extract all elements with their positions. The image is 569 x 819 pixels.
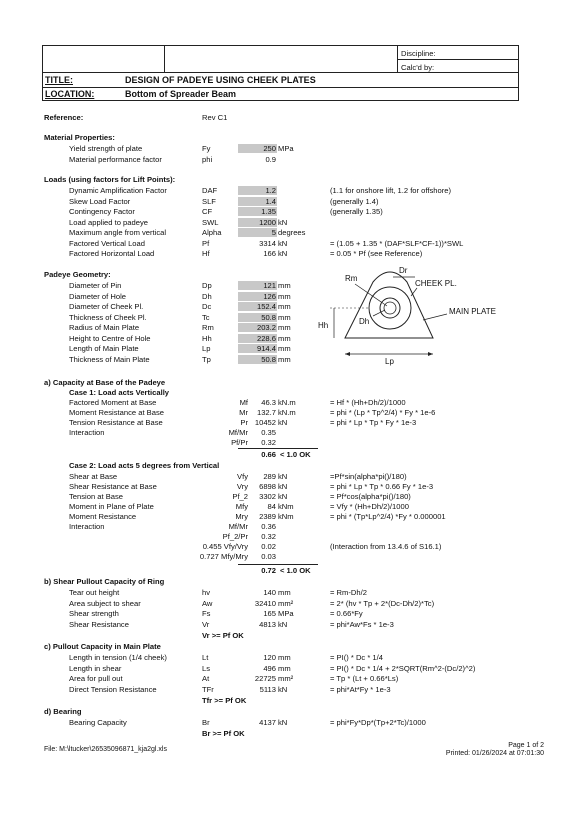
- row-label: Material performance factor: [69, 154, 162, 164]
- row-symbol: hv: [202, 588, 211, 597]
- row-value: 2389: [259, 512, 276, 521]
- row-symbol: Hh: [202, 333, 212, 343]
- section-c-heading: c) Pullout Capacity in Main Plate: [44, 642, 161, 651]
- row-value: 0.9: [265, 154, 276, 164]
- row-value: 166: [263, 249, 276, 258]
- row-unit: mm: [278, 302, 291, 311]
- row-label: Length of Main Plate: [69, 344, 139, 353]
- row-note: = phi * (Lp * Tp^2/4) * Fy * 1e-6: [330, 408, 436, 417]
- row-symbol: 0.455 Vfy/Vry: [202, 542, 248, 551]
- lp-label: Lp: [385, 357, 394, 366]
- row-value: 132.7: [256, 408, 276, 417]
- calcd-label: Calc'd by:: [401, 63, 435, 72]
- reference-label: Reference:: [44, 113, 84, 122]
- row-unit: kN: [278, 238, 288, 248]
- row-unit: kN: [278, 492, 288, 501]
- padeye-diagram: [315, 262, 505, 366]
- case2-check: < 1.0 OK: [280, 566, 311, 575]
- row-value: 50.8: [261, 312, 276, 322]
- dh-label: Dh: [359, 317, 370, 326]
- row-value: 0.03: [261, 552, 276, 561]
- row-note: = Rm-Dh/2: [330, 588, 367, 597]
- row-symbol: Pf/Pr: [231, 438, 248, 447]
- row-value: 32410: [254, 598, 276, 608]
- row-label: Shear strength: [69, 609, 119, 618]
- row-unit: mm²: [278, 674, 294, 683]
- row-unit: kN: [278, 482, 288, 491]
- row-value: 0.32: [261, 438, 276, 447]
- row-label: Length in tension (1/4 cheek): [69, 653, 167, 662]
- discipline-label: Discipline:: [401, 49, 436, 58]
- row-symbol: Hf: [202, 249, 210, 258]
- section-d-check: Br >= Pf OK: [202, 729, 245, 738]
- row-note: (generally 1.35): [330, 207, 383, 216]
- row-symbol: Pf_2: [232, 492, 248, 501]
- row-label: Contingency Factor: [69, 207, 135, 216]
- row-note: = PI() * Dc * 1/4 + 2*SQRT(Rm^2-(Dc/2)^2): [330, 663, 476, 673]
- row-value: 50.8: [261, 354, 276, 364]
- row-label: Radius of Main Plate: [69, 323, 140, 332]
- row-symbol: Dh: [202, 291, 212, 301]
- row-unit: kNm: [278, 512, 294, 521]
- rm-dimension-line: [355, 284, 387, 306]
- case1-total: 0.66: [261, 450, 276, 459]
- row-note: = phi*Aw*Fs * 1e-3: [330, 619, 394, 629]
- row-unit: mm: [278, 323, 291, 332]
- row-label: Moment in Plane of Plate: [69, 502, 154, 511]
- row-label: Diameter of Pin: [69, 281, 122, 290]
- row-label: Maximum angle from vertical: [69, 228, 167, 237]
- pin-circle: [384, 302, 396, 314]
- header-divider: [43, 72, 519, 73]
- row-label: Length in shear: [69, 663, 122, 673]
- row-unit: mm²: [278, 598, 294, 608]
- row-label: Factored Vertical Load: [69, 238, 145, 248]
- dr-label: Dr: [399, 266, 408, 275]
- row-label: Shear at Base: [69, 472, 118, 481]
- row-label: Thickness of Main Plate: [69, 354, 150, 364]
- row-value: 1200: [259, 217, 276, 227]
- row-value: 203.2: [256, 323, 276, 332]
- row-symbol: Br: [202, 718, 210, 727]
- section-d-heading: d) Bearing: [44, 707, 82, 716]
- row-unit: mm: [278, 663, 291, 673]
- row-symbol: 0.727 Mfy/Mry: [199, 552, 248, 561]
- header-divider: [164, 46, 165, 72]
- row-label: Area for pull out: [69, 674, 123, 683]
- row-value: 496: [263, 663, 276, 673]
- row-value: 46.3: [261, 398, 276, 407]
- row-symbol: Mry: [235, 512, 248, 521]
- row-label: Factored Horizontal Load: [69, 249, 155, 258]
- row-note: =Pf*sin(alpha*pi()/180): [330, 472, 407, 481]
- row-unit: kN: [278, 718, 288, 727]
- row-value: 22725: [254, 674, 276, 683]
- row-value: 6898: [259, 482, 276, 491]
- row-label: Interaction: [69, 428, 105, 437]
- row-value: 4137: [259, 718, 276, 727]
- row-label: Tension at Base: [69, 492, 124, 501]
- title-value: DESIGN OF PADEYE USING CHEEK PLATES: [125, 75, 316, 85]
- row-unit: degrees: [278, 228, 306, 237]
- case1-heading: Case 1: Load acts Vertically: [69, 388, 170, 397]
- row-symbol: Alpha: [202, 228, 222, 237]
- row-unit: mm: [278, 291, 291, 301]
- row-unit: kN: [278, 217, 288, 227]
- row-label: Height to Centre of Hole: [69, 333, 151, 343]
- row-unit: kN: [278, 619, 288, 629]
- row-unit: mm: [278, 354, 291, 364]
- hole-circle: [380, 298, 400, 318]
- row-value: 0.32: [261, 532, 276, 541]
- footer-file: File: M:\ltucker\26535096871_kja2gl.xls: [44, 746, 167, 753]
- row-label: Interaction: [69, 522, 105, 531]
- row-note: = (1.05 + 1.35 * (DAF*SLF*CF-1))*SWL: [330, 238, 464, 248]
- row-symbol: Vry: [236, 482, 248, 491]
- row-unit: kN.m: [278, 408, 296, 417]
- header-divider: [43, 87, 519, 88]
- row-symbol: Tp: [202, 354, 211, 364]
- row-value: 0.36: [261, 522, 276, 531]
- row-value: 914.4: [256, 344, 276, 353]
- row-symbol: Pf_2/Pr: [222, 532, 248, 541]
- row-value: 0.35: [261, 428, 276, 437]
- row-unit: mm: [278, 344, 291, 353]
- row-symbol: Rm: [202, 323, 214, 332]
- footer-page: Page 1 of 2: [508, 742, 544, 749]
- row-value: 4813: [259, 619, 276, 629]
- row-symbol: TFr: [202, 684, 214, 694]
- row-unit: mm: [278, 281, 291, 290]
- row-symbol: Dp: [202, 281, 212, 290]
- row-note: = 0.05 * Pf (see Reference): [330, 249, 423, 258]
- section-b-heading: b) Shear Pullout Capacity of Ring: [44, 577, 165, 586]
- row-symbol: Vfy: [237, 472, 248, 481]
- row-symbol: CF: [202, 207, 213, 216]
- row-value: 84: [267, 502, 276, 511]
- row-value: 228.6: [256, 333, 276, 343]
- row-symbol: Tc: [202, 312, 210, 322]
- row-value: 289: [263, 472, 276, 481]
- row-unit: kN: [278, 418, 288, 427]
- row-value: 120: [263, 653, 276, 662]
- row-value: 3314: [259, 238, 276, 248]
- main-plate-leader-line: [423, 314, 447, 320]
- hh-label: Hh: [318, 321, 329, 330]
- reference-value: Rev C1: [202, 113, 228, 122]
- row-value: 5: [271, 228, 276, 237]
- row-symbol: Ls: [202, 663, 211, 673]
- row-label: Moment Resistance: [69, 512, 137, 521]
- row-label: Dynamic Amplification Factor: [69, 186, 167, 195]
- row-note: (1.1 for onshore lift, 1.2 for offshore): [330, 186, 451, 195]
- section-a-heading: a) Capacity at Base of the Padeye: [44, 378, 166, 387]
- row-label: Direct Tension Resistance: [69, 684, 157, 694]
- row-value: 1.2: [265, 186, 276, 195]
- row-label: Shear Resistance at Base: [69, 482, 157, 491]
- row-symbol: Pf: [202, 238, 210, 248]
- case2-total: 0.72: [261, 566, 276, 575]
- total-rule: [238, 564, 318, 565]
- row-note: = phi*Fy*Dp*(Tp+2*Tc)/1000: [330, 718, 426, 727]
- row-note: = Pf*cos(alpha*pi()/180): [330, 492, 411, 501]
- row-label: Bearing Capacity: [69, 718, 127, 727]
- title-label: TITLE:: [45, 75, 73, 85]
- row-unit: mm: [278, 653, 291, 662]
- row-value: 121: [263, 281, 276, 290]
- row-symbol: Aw: [202, 598, 213, 608]
- row-unit: mm: [278, 588, 291, 597]
- row-note: = 0.66*Fy: [330, 609, 363, 618]
- row-symbol: Mf/Mr: [228, 522, 248, 531]
- row-symbol: SLF: [202, 196, 216, 206]
- row-unit: MPa: [278, 609, 294, 618]
- case1-check: < 1.0 OK: [280, 450, 311, 459]
- row-note: = phi*At*Fy * 1e-3: [330, 684, 391, 694]
- row-symbol: SWL: [202, 217, 219, 227]
- row-symbol: DAF: [202, 186, 218, 195]
- row-value: 250: [263, 144, 276, 153]
- row-label: Load applied to padeye: [69, 217, 148, 227]
- row-label: Diameter of Cheek Pl.: [69, 302, 144, 311]
- row-value: 140: [263, 588, 276, 597]
- section-c-check: Tfr >= Pf OK: [202, 696, 247, 705]
- row-unit: kN.m: [278, 398, 296, 407]
- row-note: = 2* (hv * Tp + 2*(Dc-Dh/2)*Tc): [330, 598, 435, 608]
- location-value: Bottom of Spreader Beam: [125, 89, 237, 99]
- row-unit: mm: [278, 333, 291, 343]
- row-note: = PI() * Dc * 1/4: [330, 653, 383, 662]
- row-unit: kN: [278, 684, 288, 694]
- row-value: 1.4: [265, 196, 276, 206]
- header-box: [42, 45, 519, 101]
- row-note: (generally 1.4): [330, 196, 379, 206]
- section-b-check: Vr >= Pf OK: [202, 631, 244, 640]
- location-label: LOCATION:: [45, 89, 95, 99]
- row-note: (Interaction from 13.4.6 of S16.1): [330, 542, 442, 551]
- row-note: = phi * Lp * Tp * 0.66 Fy * 1e-3: [330, 482, 434, 491]
- row-note: = Vfy * (Hh+Dh/2)/1000: [330, 502, 409, 511]
- row-label: Thickness of Cheek Pl.: [69, 312, 147, 322]
- cheek-plate-circle: [369, 287, 411, 329]
- row-value: 5113: [259, 684, 276, 694]
- lp-arrow-right: [428, 352, 433, 356]
- row-label: Tear out height: [69, 588, 120, 597]
- row-unit: MPa: [278, 144, 294, 153]
- row-value: 0.02: [261, 542, 276, 551]
- row-symbol: Fy: [202, 144, 211, 153]
- row-label: Diameter of Hole: [69, 291, 126, 301]
- row-value: 3302: [259, 492, 276, 501]
- row-symbol: Fs: [202, 609, 211, 618]
- row-label: Moment Resistance at Base: [69, 408, 164, 417]
- row-label: Factored Moment at Base: [69, 398, 157, 407]
- total-rule: [238, 448, 318, 449]
- row-note: = phi * (Tp*Lp^2/4) *Fy * 0.000001: [330, 512, 446, 521]
- row-label: Skew Load Factor: [69, 196, 131, 206]
- row-symbol: phi: [202, 154, 213, 164]
- row-symbol: Mr: [239, 408, 248, 417]
- row-unit: kN: [278, 249, 288, 258]
- rm-label: Rm: [345, 274, 358, 283]
- row-value: 165: [263, 609, 276, 618]
- row-label: Shear Resistance: [69, 619, 129, 629]
- row-symbol: At: [202, 674, 210, 683]
- cheek-plate-label: CHEEK PL.: [415, 279, 457, 288]
- material-heading: Material Properties:: [44, 133, 115, 142]
- row-unit: kNm: [278, 502, 294, 511]
- header-divider: [397, 59, 519, 60]
- row-symbol: Lt: [202, 653, 209, 662]
- row-unit: kN: [278, 472, 288, 481]
- case2-heading: Case 2: Load acts 5 degrees from Vertical: [69, 461, 220, 470]
- row-label: Tension Resistance at Base: [69, 418, 163, 427]
- row-note: = Hf * (Hh+Dh/2)/1000: [330, 398, 406, 407]
- row-note: = Tp * (Lt + 0.66*Ls): [330, 674, 399, 683]
- row-value: 152.4: [256, 302, 276, 311]
- row-value: 1.35: [261, 207, 276, 216]
- row-symbol: Pr: [240, 418, 248, 427]
- row-symbol: Mf: [239, 398, 248, 407]
- row-symbol: Vr: [202, 619, 210, 629]
- row-label: Yield strength of plate: [69, 144, 143, 153]
- row-label: Area subject to shear: [69, 598, 141, 608]
- main-plate-label: MAIN PLATE: [449, 307, 496, 316]
- row-symbol: Dc: [202, 302, 212, 311]
- geometry-heading: Padeye Geometry:: [44, 270, 111, 279]
- row-value: 10452: [254, 418, 276, 427]
- footer-printed: Printed: 01/26/2024 at 07:01:30: [445, 750, 544, 757]
- lp-arrow-left: [345, 352, 350, 356]
- row-unit: mm: [278, 312, 291, 322]
- loads-heading: Loads (using factors for Lift Points):: [44, 175, 176, 184]
- row-symbol: Mfy: [235, 502, 248, 511]
- row-value: 126: [263, 291, 276, 301]
- row-symbol: Lp: [202, 344, 211, 353]
- row-note: = phi * Lp * Tp * Fy * 1e-3: [330, 418, 417, 427]
- row-symbol: Mf/Mr: [228, 428, 248, 437]
